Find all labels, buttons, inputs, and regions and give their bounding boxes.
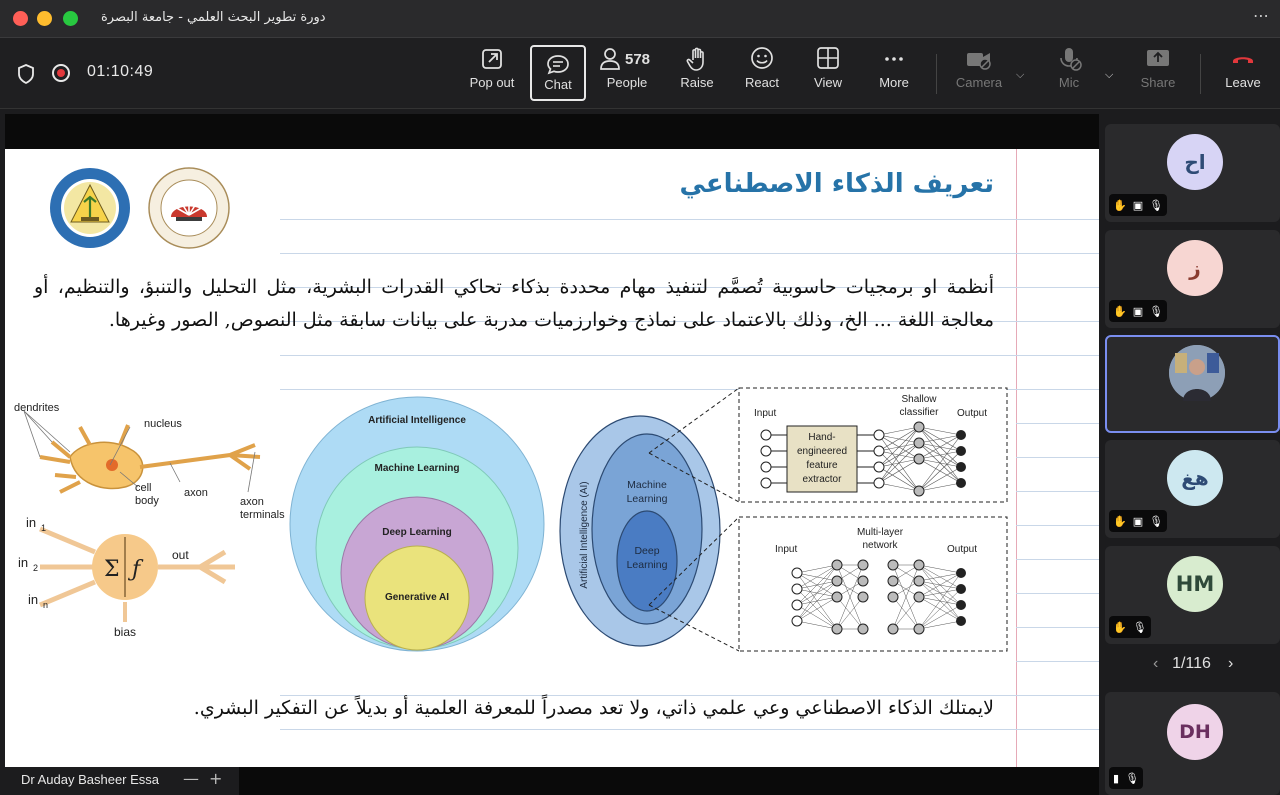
recording-icon <box>52 64 70 82</box>
raise-label: Raise <box>680 75 714 90</box>
mic-label: Mic <box>1058 75 1080 90</box>
ai-circle-label: Artificial Intelligence <box>368 415 466 426</box>
ai-subsets-diagram <box>287 393 547 655</box>
more-label: More <box>879 75 909 90</box>
react-button[interactable] <box>740 45 784 101</box>
chat-icon <box>544 51 572 79</box>
output-label: out <box>172 548 189 562</box>
ministry-of-higher-education-logo <box>148 167 230 249</box>
ai-ellipse-label: Artificial Intelligence (AI) <box>579 481 590 589</box>
toolbar-divider <box>936 54 937 94</box>
dl-output-label: Output <box>947 544 978 555</box>
dl-ellipse-label-1: Deep <box>634 545 660 557</box>
camera-off-status-icon: ▣ <box>1132 514 1144 528</box>
speaker-photo <box>1169 345 1225 401</box>
ruled-line <box>1016 627 1099 628</box>
page-indicator: 1/116 <box>1172 655 1211 672</box>
tile-status-icons <box>1109 510 1167 532</box>
input-n-label: in <box>28 592 39 607</box>
camera-off-status-icon: ▣ <box>1132 304 1144 318</box>
cell-body-label: cell <box>135 482 152 494</box>
ruled-line <box>280 219 1099 220</box>
presenter-name-bar <box>5 767 239 795</box>
leave-button[interactable] <box>1220 45 1266 101</box>
mic-off-status-icon: 🎙 <box>1149 304 1164 318</box>
avatar: هغ <box>1167 450 1223 506</box>
tile-status-icons <box>1109 194 1167 216</box>
ruled-line <box>1016 661 1099 662</box>
input-2-subscript: 2 <box>33 563 39 573</box>
people-icon <box>598 45 624 73</box>
slide-footer-text: لايمتلك الذكاء الاصطناعي وعي علمي ذاتي، ولا تعد مصدراً للمعرفة العلمية أو بديلاً عن التفكير البشري. <box>193 697 994 719</box>
feature-label-2: engineered <box>796 446 848 457</box>
shield-icon[interactable] <box>16 63 36 85</box>
input-1-label: in <box>26 515 37 530</box>
participant-tile[interactable] <box>1105 546 1280 644</box>
ml-input-label: Input <box>754 408 777 419</box>
minimize-presenter-button[interactable]: — <box>183 769 199 788</box>
slide-paragraph: أنظمة او برمجيات حاسوبية تُصمَّم لتنفيذ مهام محددة بذكاء تحاكي القدرات البشرية، مثل التحليل والتنبؤ، والتنظيم، أو معالجة اللغة ... الخ، وذلك بالاعتماد على نماذج وخوارزميات مدربة على بيانات سابقة مثل النصوص, الصور وغيرها. <box>34 276 994 331</box>
grid-view-icon <box>814 45 842 73</box>
participants-panel <box>1103 114 1280 795</box>
minimize-window-button[interactable] <box>37 11 52 26</box>
artificial-neuron <box>18 515 235 637</box>
window-title: دورة تطوير البحث العلمي - جامعة البصرة <box>101 10 326 25</box>
meeting-timer: 01:10:49 <box>87 63 154 80</box>
shallow-label-2: classifier <box>899 407 939 418</box>
tile-status-icons <box>1109 616 1151 638</box>
ruled-line <box>1016 525 1099 526</box>
mic-off-status-icon: 🎙 <box>1149 514 1164 528</box>
dl-circle-label: Deep Learning <box>382 527 452 538</box>
view-button[interactable] <box>806 45 850 101</box>
more-icon <box>880 45 908 73</box>
leave-label: Leave <box>1225 75 1261 90</box>
people-count: 578 <box>625 51 651 68</box>
active-speaker-tile[interactable] <box>1105 335 1280 433</box>
chat-button[interactable] <box>530 45 586 101</box>
ml-ellipse-label-1: Machine <box>627 479 667 491</box>
avatar: اح <box>1167 134 1223 190</box>
ml-ellipse-label-2: Learning <box>626 493 668 505</box>
biological-neuron <box>14 402 285 521</box>
tile-status-icons <box>1109 300 1167 322</box>
camera-label: Camera <box>955 75 1003 90</box>
toolbar-divider-2 <box>1200 54 1201 94</box>
ruled-line <box>280 253 1099 254</box>
multi-layer-label-2: network <box>862 540 898 551</box>
pop-out-button[interactable] <box>463 45 521 101</box>
raise-hand-status-icon: ✋ <box>1113 198 1127 212</box>
mic-button[interactable] <box>1048 45 1090 101</box>
signal-strength-icon: ▮ <box>1113 771 1120 785</box>
share-screen-icon <box>1144 45 1172 73</box>
pop-out-icon <box>478 45 506 73</box>
mic-options-chevron-icon[interactable]: ⌵ <box>1105 68 1114 81</box>
raise-hand-status-icon: ✋ <box>1113 304 1127 318</box>
participant-pager <box>1103 655 1280 681</box>
smiley-icon <box>748 45 776 73</box>
participant-tile[interactable] <box>1105 692 1280 795</box>
bias-label: bias <box>114 625 137 637</box>
axon-terminals-label-2: terminals <box>240 509 285 521</box>
view-label: View <box>814 75 842 90</box>
ruled-line <box>1016 423 1099 424</box>
title-bar <box>0 0 1280 38</box>
close-window-button[interactable] <box>13 11 28 26</box>
notebook-margin-line <box>1016 149 1017 767</box>
next-page-chevron-icon[interactable]: › <box>1228 655 1234 672</box>
raise-hand-icon <box>683 45 711 73</box>
sum-symbol: Σ <box>104 557 120 582</box>
input-n-subscript: n <box>43 600 49 610</box>
raise-hand-button[interactable] <box>675 45 719 101</box>
ruled-line <box>1016 559 1099 560</box>
genai-circle-label: Generative AI <box>384 592 450 603</box>
ruled-line <box>1016 491 1099 492</box>
share-label: Share <box>1140 75 1176 90</box>
chat-label: Chat <box>544 77 572 92</box>
camera-button[interactable] <box>952 45 1006 101</box>
participant-tile[interactable] <box>1105 440 1280 538</box>
feature-label-3: feature <box>806 460 838 471</box>
zoom-window-button[interactable] <box>63 11 78 26</box>
input-1-subscript: 1 <box>41 523 47 533</box>
shallow-label-1: Shallow <box>901 394 937 405</box>
people-label: People <box>606 75 648 90</box>
axon-label: axon <box>184 487 208 499</box>
avatar: DH <box>1167 704 1223 760</box>
ml-circle-label: Machine Learning <box>374 463 460 474</box>
presentation-slide <box>5 149 1099 767</box>
camera-off-icon <box>964 45 994 73</box>
tile-status-icons <box>1109 767 1143 789</box>
hang-up-icon <box>1229 45 1257 73</box>
expand-presenter-button[interactable]: + <box>209 769 223 788</box>
people-button[interactable] <box>596 45 658 101</box>
participant-tile[interactable] <box>1105 124 1280 222</box>
dl-ellipse-label-2: Learning <box>626 559 668 571</box>
avatar: ز <box>1167 240 1223 296</box>
axon-terminals-label: axon <box>240 496 264 508</box>
camera-off-status-icon: ▣ <box>1132 198 1144 212</box>
mic-off-status-icon: 🎙 <box>1149 198 1164 212</box>
raise-hand-status-icon: ✋ <box>1113 514 1127 528</box>
more-button[interactable] <box>872 45 916 101</box>
previous-page-chevron-icon[interactable]: ‹ <box>1153 655 1159 672</box>
presenter-name: Dr Auday Basheer Essa <box>21 772 160 787</box>
nucleus-label: nucleus <box>144 418 182 430</box>
raise-hand-status-icon: ✋ <box>1113 620 1127 634</box>
ml-output-label: Output <box>957 408 988 419</box>
ruled-line <box>1016 457 1099 458</box>
multi-layer-label-1: Multi-layer <box>856 527 904 538</box>
mic-off-icon <box>1055 45 1083 73</box>
input-2-label: in <box>18 555 29 570</box>
university-of-basrah-logo <box>49 167 131 249</box>
dl-input-label: Input <box>775 544 798 555</box>
dendrites-label: dendrites <box>14 402 60 414</box>
feature-label-4: extractor <box>802 474 842 485</box>
camera-options-chevron-icon[interactable]: ⌵ <box>1016 68 1025 81</box>
participant-tile[interactable] <box>1105 230 1280 328</box>
meeting-toolbar <box>0 38 1280 109</box>
ruled-line <box>1016 593 1099 594</box>
ruled-line <box>280 729 1099 730</box>
window-menu-icon[interactable]: ⋯ <box>1253 6 1270 25</box>
slide-title: تعريف الذكاء الاصطناعي <box>679 169 994 199</box>
ruled-line <box>280 355 1099 356</box>
mic-off-status-icon: 🎙 <box>1125 771 1140 785</box>
share-button[interactable] <box>1136 45 1180 101</box>
avatar: HM <box>1167 556 1223 612</box>
react-label: React <box>745 75 779 90</box>
mic-off-status-icon: 🎙 <box>1132 620 1147 634</box>
pop-out-label: Pop out <box>469 75 515 90</box>
cell-body-label-2: body <box>135 495 159 507</box>
activation-symbol: ƒ <box>132 557 141 582</box>
ml-vs-dl-diagram <box>557 385 1009 655</box>
feature-label-1: Hand- <box>808 432 836 443</box>
neuron-diagram <box>10 397 295 637</box>
ruled-line <box>280 695 1099 696</box>
